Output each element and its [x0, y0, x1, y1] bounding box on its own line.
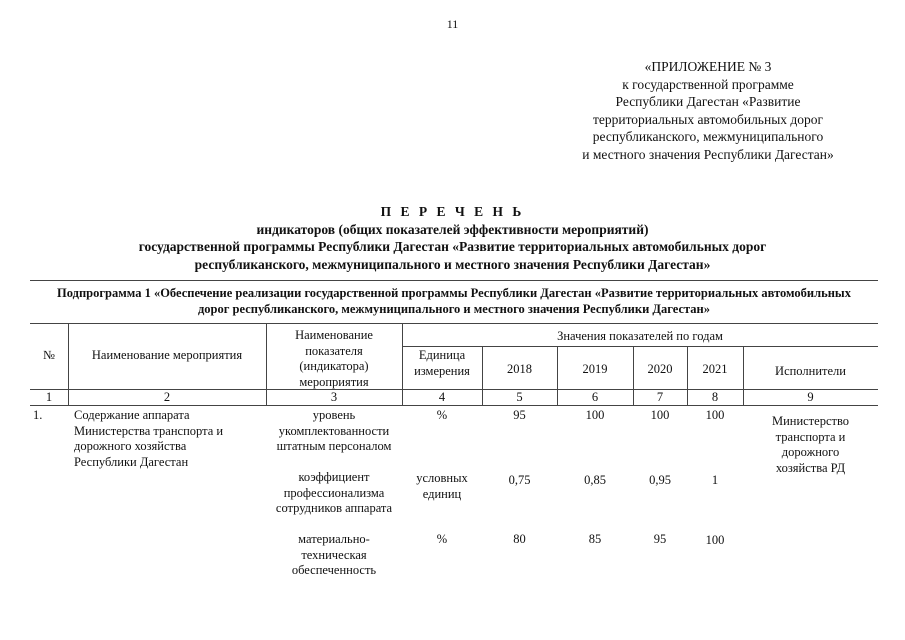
title-line: индикаторов (общих показателей эффективности мероприятий)	[256, 221, 649, 237]
subprogram-title	[30, 285, 878, 317]
value-2018: 95	[513, 408, 526, 422]
table-border-top	[30, 323, 878, 324]
value-2021: 100	[705, 533, 725, 547]
value-2021: 1	[711, 473, 719, 487]
indicator-line: укомплектованности	[278, 423, 390, 438]
header-indicator	[266, 328, 402, 390]
value-2019: 85	[588, 532, 602, 546]
header-year-2018: 2018	[507, 362, 532, 376]
title-line: государственной программы Республики Дагестан «Развитие территориальных автомобильных дорог	[138, 239, 767, 255]
header-year-2019: 2019	[582, 362, 608, 376]
indicator-unit: %	[436, 408, 448, 422]
indicator-line: техническая	[301, 547, 367, 562]
column-number: 8	[711, 390, 719, 404]
appendix-heading	[548, 58, 868, 163]
value-2018: 0,75	[508, 473, 531, 487]
header-year-2020: 2020	[647, 362, 673, 376]
appendix-line: республиканского, межмуниципального	[592, 129, 824, 144]
header-year-2021: 2021	[702, 362, 728, 376]
appendix-line: «ПРИЛОЖЕНИЕ № 3	[644, 59, 772, 74]
value-2018: 80	[513, 532, 526, 546]
executor-line: Министерство	[771, 414, 850, 428]
header-indicator-line: мероприятия	[299, 374, 369, 389]
header-unit	[402, 348, 482, 379]
indicator-name	[266, 532, 402, 579]
table-subheader-line	[402, 346, 878, 347]
header-values-group: Значения показателей по годам	[557, 329, 723, 343]
header-activity: Наименование мероприятия	[91, 348, 243, 362]
indicator-name	[266, 408, 402, 455]
header-unit-line: Единица	[418, 348, 466, 362]
page-number: 11	[446, 17, 459, 31]
subprogram-line: Подпрограмма 1 «Обеспечение реализации государственной программы Республики Дагестан «Развитие территориальных автомобильных	[57, 286, 851, 300]
activity-line: Республики Дагестан	[74, 454, 189, 469]
indicator-unit-line: единиц	[422, 486, 462, 501]
column-number: 5	[516, 390, 523, 404]
activity-line: Содержание аппарата	[74, 408, 190, 422]
indicator-line: штатным персоналом	[276, 439, 392, 453]
indicator-line: профессионализма	[283, 485, 385, 500]
activity-line: дорожного хозяйства	[74, 439, 187, 453]
column-number: 1	[45, 390, 53, 404]
document-title	[0, 203, 905, 273]
title-line: республиканского, межмуниципального и местного значения Республики Дагестан»	[194, 256, 711, 272]
executor	[743, 414, 878, 476]
indicator-line: коэффициент	[298, 470, 370, 484]
value-2020: 95	[653, 532, 667, 546]
row-number: 1.	[33, 408, 43, 422]
value-2020: 0,95	[649, 473, 671, 487]
value-2021: 100	[705, 408, 725, 422]
value-2020: 100	[650, 408, 670, 422]
indicator-unit-line: условных	[416, 471, 468, 485]
appendix-line: территориальных автомобильных дорог	[592, 111, 824, 127]
header-executor: Исполнители	[775, 364, 846, 378]
column-number: 9	[807, 390, 814, 404]
column-number: 7	[656, 390, 664, 404]
value-2019: 100	[585, 408, 605, 422]
indicator-line: сотрудников аппарата	[275, 501, 393, 515]
appendix-line: к государственной программе	[622, 76, 794, 92]
activity-line: Министерства транспорта и	[74, 423, 224, 438]
executor-line: хозяйства РД	[775, 460, 846, 475]
value-2019: 0,85	[584, 473, 606, 487]
indicator-line: уровень	[312, 408, 356, 422]
header-indicator-line: (индикатора)	[299, 359, 369, 373]
header-unit-line: измерения	[414, 363, 470, 378]
activity-name	[74, 408, 264, 470]
column-number: 2	[163, 390, 171, 404]
executor-line: транспорта и	[775, 429, 846, 444]
header-indicator-line: показателя	[305, 343, 363, 358]
indicator-unit: %	[436, 532, 448, 546]
column-number: 6	[591, 390, 599, 404]
header-indicator-line: Наименование	[295, 328, 373, 342]
subprogram-line: дорог республиканского, межмуниципального и местного значения Республики Дагестан»	[197, 302, 711, 316]
indicator-name	[266, 470, 402, 517]
column-number: 3	[330, 390, 338, 404]
header-num: №	[43, 348, 55, 362]
appendix-line: и местного значения Республики Дагестан»	[582, 146, 834, 162]
executor-line: дорожного	[781, 445, 840, 459]
title-heading: П Е Р Е Ч Е Н Ь	[380, 204, 525, 219]
indicator-line: материально-	[298, 532, 370, 546]
divider	[30, 280, 878, 281]
appendix-line: Республики Дагестан «Развитие	[615, 94, 801, 109]
indicator-line: обеспеченность	[291, 563, 377, 577]
column-number: 4	[438, 390, 446, 404]
indicator-unit	[402, 471, 482, 502]
